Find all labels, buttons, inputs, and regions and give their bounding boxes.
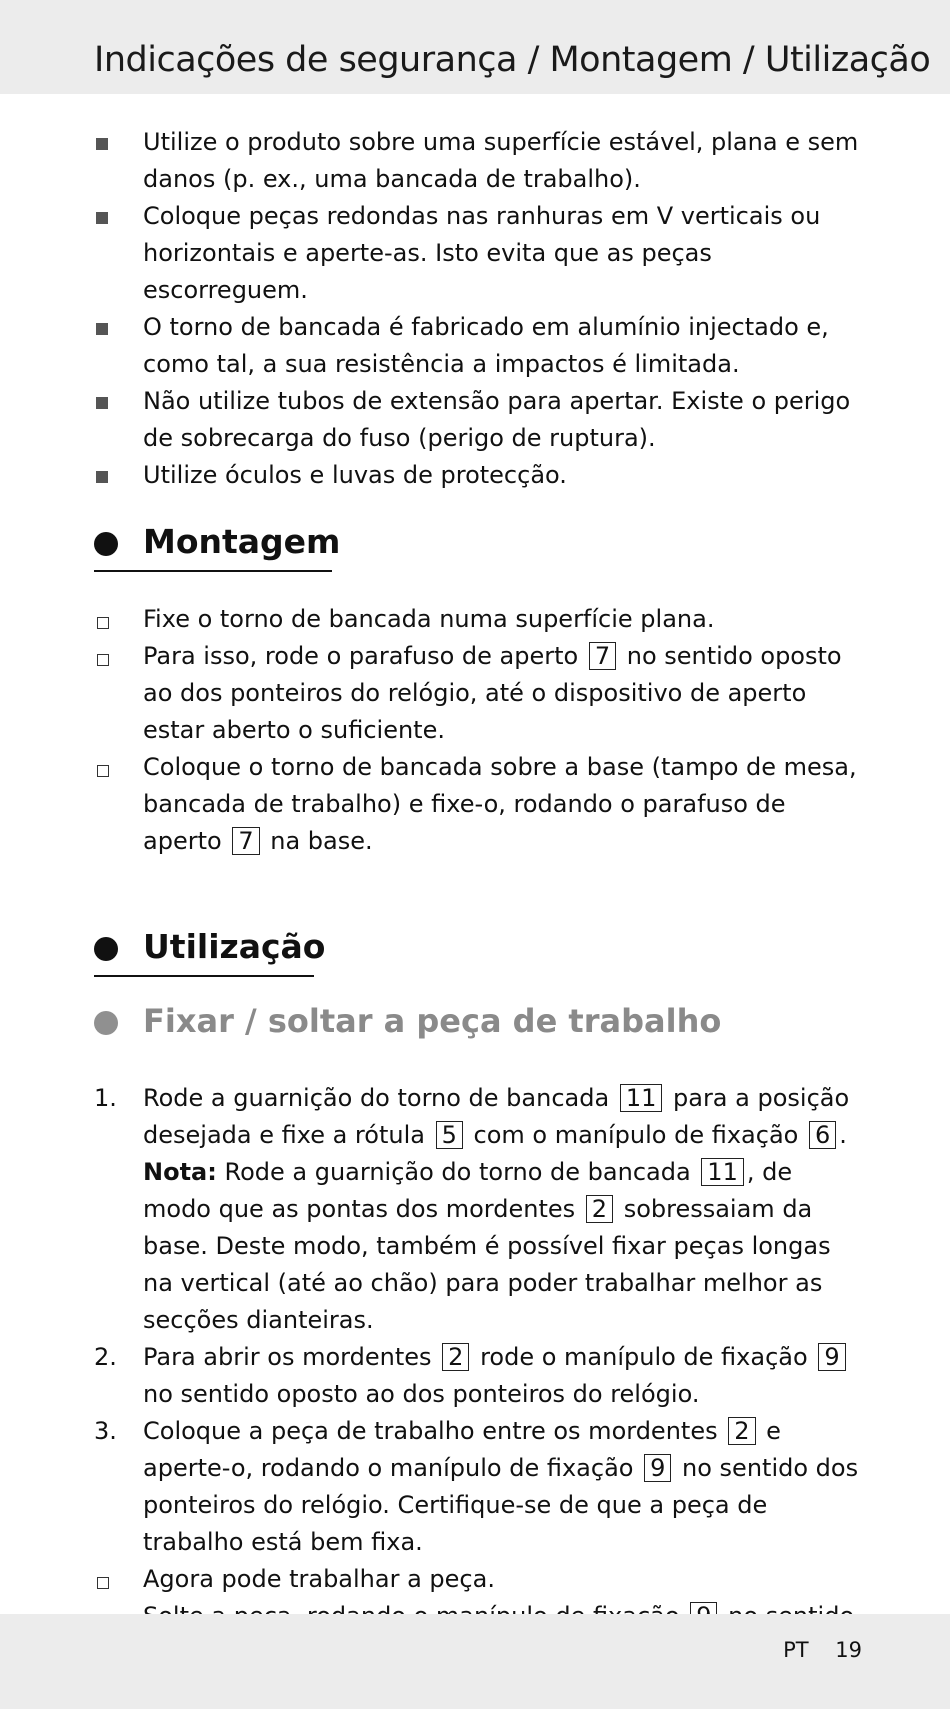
checkbox-bullet-icon: [94, 638, 124, 675]
bullet-dot-icon: [94, 532, 118, 556]
part-reference: 7: [232, 827, 259, 855]
step-text: para a posição desejada e fixe a rótula: [143, 1084, 850, 1149]
checkbox-bullet-icon: [94, 749, 124, 786]
part-reference: 9: [818, 1343, 845, 1371]
section-title: Montagem: [143, 522, 341, 561]
square-bullet-icon: [94, 457, 124, 494]
safety-item-text: Utilize óculos e luvas de protecção.: [143, 461, 567, 489]
list-item: [0, 1080, 863, 1339]
montagem-item-text: no sentido oposto ao dos ponteiros do relógio, até o dispositivo de aperto estar aberto o suficiente.: [143, 642, 842, 744]
safety-item-text: Não utilize tubos de extensão para apertar. Existe o perigo de sobrecarga do fuso (perigo de ruptura).: [143, 387, 851, 452]
safety-item-text: O torno de bancada é fabricado em alumínio injectado e, como tal, a sua resistência a impactos é limitada.: [143, 313, 829, 378]
step-text: no sentido dos ponteiros do relógio. Certifique-se de que a peça de trabalho está bem fixa.: [143, 1454, 859, 1556]
montagem-heading: [94, 520, 894, 570]
list-item: [0, 749, 863, 860]
list-item: [0, 198, 863, 309]
note-label: Nota:: [143, 1158, 217, 1186]
montagem-item-text: Para isso, rode o parafuso de aperto: [143, 642, 579, 670]
step-number: 1.: [94, 1084, 117, 1112]
step-number: 2.: [94, 1343, 117, 1371]
list-item: [0, 309, 863, 383]
utilizacao-steps: [0, 1080, 950, 1672]
step-text: Rode a guarnição do torno de bancada: [224, 1158, 691, 1186]
bullet-dot-icon: [94, 937, 118, 961]
list-item: [0, 638, 863, 749]
utilizacao-heading: [94, 925, 894, 975]
language-code: PT: [783, 1638, 809, 1662]
page-number: 19: [835, 1638, 862, 1662]
list-item: [0, 124, 863, 198]
section-title: Utilização: [143, 927, 326, 966]
list-item: [0, 601, 863, 638]
montagem-item-text: Fixe o torno de bancada numa superfície plana.: [143, 605, 715, 633]
step-number: 3.: [94, 1417, 117, 1445]
step-text: com o manípulo de fixação: [473, 1121, 799, 1149]
part-reference: 5: [436, 1121, 463, 1149]
step-text: Rode a guarnição do torno de bancada: [143, 1084, 610, 1112]
step-text: e aperte-o, rodando o manípulo de fixação: [143, 1417, 781, 1482]
square-bullet-icon: [94, 383, 124, 420]
montagem-item-text: na base.: [270, 827, 373, 855]
page-footer: [763, 1638, 862, 1662]
subsection-title: Fixar / soltar a peça de trabalho: [143, 1002, 722, 1040]
part-reference: 2: [442, 1343, 469, 1371]
safety-list: [0, 124, 950, 494]
step-text: Agora pode trabalhar a peça.: [143, 1565, 495, 1593]
list-item: [0, 457, 863, 494]
list-item: [0, 1413, 863, 1561]
step-text: Coloque a peça de trabalho entre os mordentes: [143, 1417, 718, 1445]
montagem-list: [0, 601, 950, 860]
step-text: Para abrir os mordentes: [143, 1343, 432, 1371]
fixar-soltar-heading: [94, 999, 894, 1049]
step-text: rode o manípulo de fixação: [480, 1343, 808, 1371]
heading-underline: [94, 570, 332, 572]
heading-underline: [94, 975, 314, 977]
square-bullet-icon: [94, 198, 124, 235]
square-bullet-icon: [94, 309, 124, 346]
step-text: no sentido oposto ao dos ponteiros do relógio.: [143, 1380, 700, 1408]
safety-item-text: Utilize o produto sobre uma superfície estável, plana e sem danos (p. ex., uma bancada de trabalho).: [143, 128, 859, 193]
montagem-item-text: Coloque o torno de bancada sobre a base (tampo de mesa, bancada de trabalho) e fixe-o, rodando o parafuso de aperto: [143, 753, 857, 855]
step-text: .: [839, 1121, 847, 1149]
step-text: sobressaiam da base. Deste modo, também é possível fixar peças longas na vertical (até ao chão) para poder trabalhar melhor as secções dianteiras.: [143, 1195, 831, 1334]
part-reference: 7: [589, 642, 616, 670]
page-title: Indicações de segurança / Montagem / Utilização: [94, 40, 931, 80]
square-bullet-icon: [94, 124, 124, 161]
checkbox-bullet-icon: [94, 601, 124, 638]
part-reference: 11: [701, 1158, 744, 1186]
bullet-dot-icon: [94, 1011, 118, 1035]
part-reference: 2: [728, 1417, 755, 1445]
safety-item-text: Coloque peças redondas nas ranhuras em V verticais ou horizontais e aperte-as. Isto evita que as peças escorreguem.: [143, 202, 821, 304]
part-reference: 11: [620, 1084, 663, 1112]
list-item: [0, 1339, 863, 1413]
part-reference: 9: [644, 1454, 671, 1482]
list-item: [0, 383, 863, 457]
part-reference: 6: [809, 1121, 836, 1149]
checkbox-bullet-icon: [94, 1561, 124, 1598]
part-reference: 2: [586, 1195, 613, 1223]
step-text: , de modo que as pontas dos mordentes: [143, 1158, 793, 1223]
list-item: [0, 1561, 863, 1598]
